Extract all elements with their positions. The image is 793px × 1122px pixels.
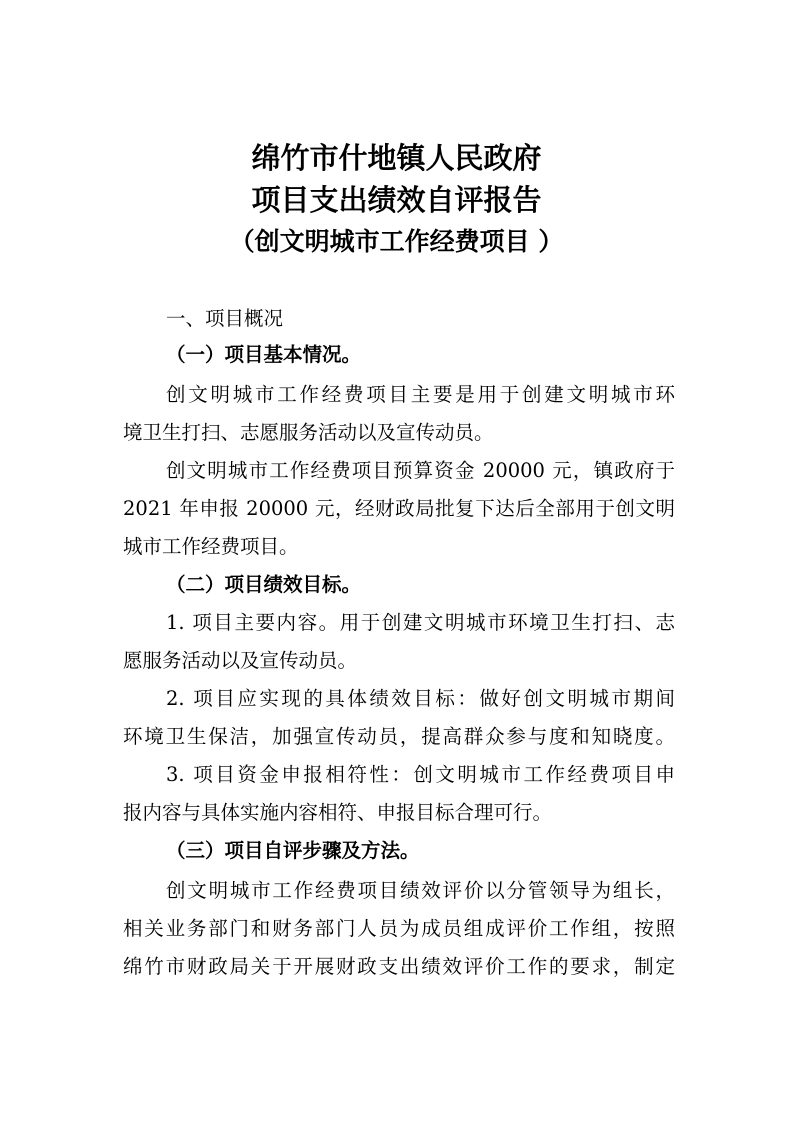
paragraph-line: 环境卫生保洁，加强宣传动员，提高群众参与度和知晓度。 — [123, 725, 675, 748]
paragraph-line: 创文明城市工作经费项目预算资金 20000 元，镇政府于 — [166, 459, 675, 482]
paragraph-line: 愿服务活动以及宣传动员。 — [123, 649, 358, 672]
document-subtitle: （创文明城市工作经费项目 ） — [229, 227, 564, 256]
paragraph-line: 城市工作经费项目。 — [123, 535, 299, 558]
paragraph-line: 报内容与具体实施内容相符、申报目标合理可行。 — [123, 801, 553, 824]
paragraph-line: 1. 项目主要内容。用于创建文明城市环境卫生打扫、志 — [166, 611, 675, 634]
subsection-heading-performance-goals: （二）项目绩效目标。 — [166, 573, 362, 596]
paragraph-line: 创文明城市工作经费项目主要是用于创建文明城市环 — [166, 383, 675, 406]
document-title-line-2: 项目支出绩效自评报告 — [251, 183, 542, 217]
subsection-heading-basic-info: （一）项目基本情况。 — [166, 343, 362, 366]
paragraph-line: 绵竹市财政局关于开展财政支出绩效评价工作的要求，制定 — [123, 955, 675, 978]
paragraph-line: 相关业务部门和财务部门人员为成员组成评价工作组，按照 — [123, 917, 675, 940]
paragraph-line: 3. 项目资金申报相符性：创文明城市工作经费项目申 — [166, 763, 675, 786]
paragraph-line: 境卫生打扫、志愿服务活动以及宣传动员。 — [123, 421, 494, 444]
section-heading-overview: 一、项目概况 — [166, 307, 284, 330]
subsection-heading-evaluation-steps: （三）项目自评步骤及方法。 — [166, 839, 420, 862]
paragraph-line: 2. 项目应实现的具体绩效目标：做好创文明城市期间 — [166, 687, 675, 710]
document-title-line-1: 绵竹市什地镇人民政府 — [251, 141, 542, 175]
paragraph-line: 2021 年申报 20000 元，经财政局批复下达后全部用于创文明 — [123, 497, 675, 520]
paragraph-line: 创文明城市工作经费项目绩效评价以分管领导为组长， — [166, 879, 675, 902]
